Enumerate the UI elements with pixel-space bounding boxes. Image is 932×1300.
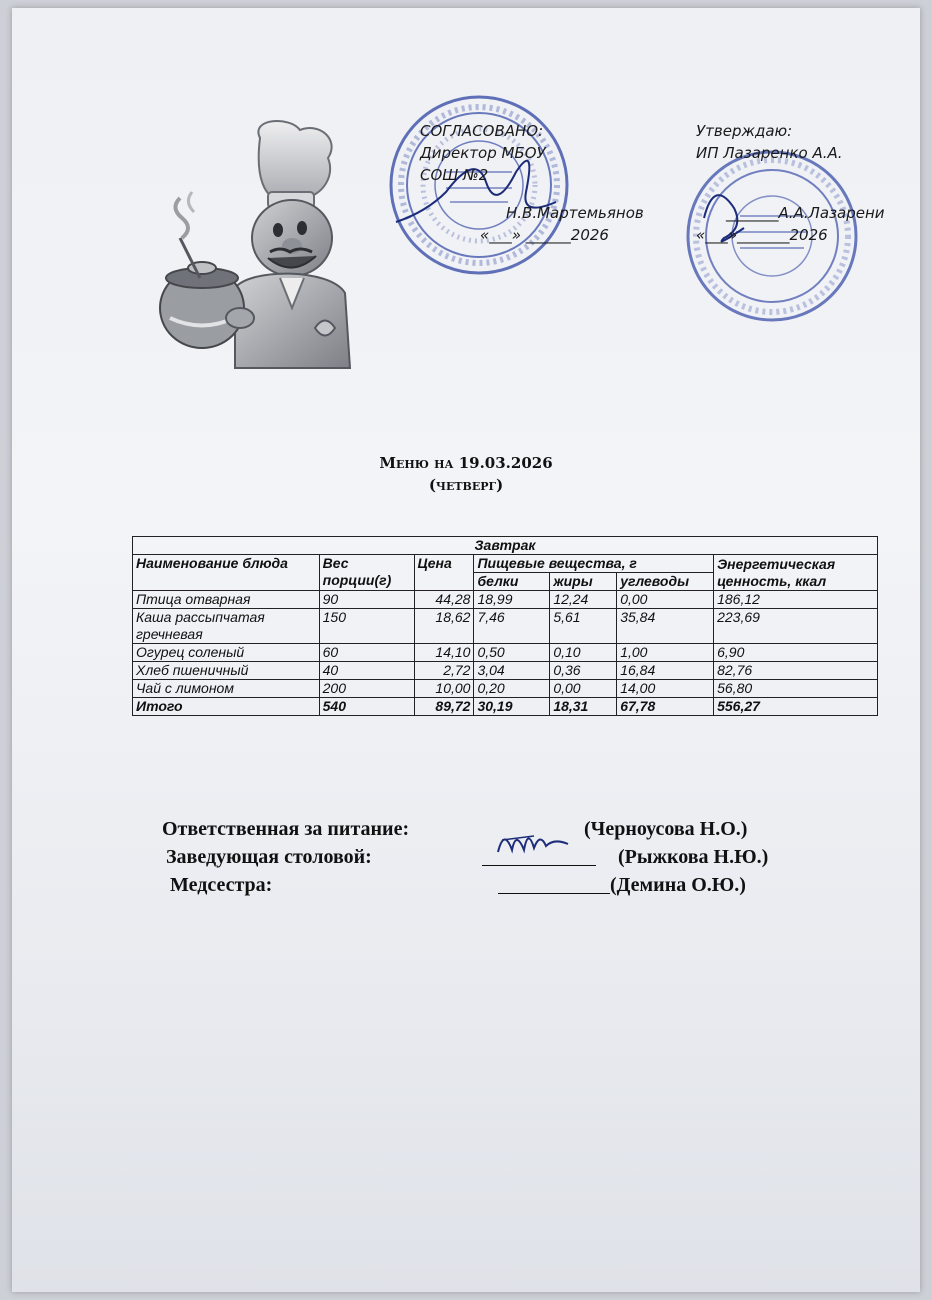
section-title: Завтрак (133, 537, 878, 555)
dish-price: 2,72 (414, 662, 474, 680)
approval-left-date: «___» ______2026 (480, 226, 609, 244)
table-row (133, 662, 878, 680)
approval-block-right (696, 120, 885, 244)
total-fat: 18,31 (550, 698, 617, 716)
col-header-nutrients: Пищевые вещества, г (474, 555, 714, 573)
total-protein: 30,19 (474, 698, 550, 716)
table-row (133, 609, 878, 644)
dish-energy: 223,69 (714, 609, 878, 644)
signature-label: Заведующая столовой: (166, 846, 372, 868)
signature-label: Медсестра: (170, 874, 273, 896)
approval-left-signer: Н.В.Мартемьянов (506, 204, 644, 222)
dish-name: Огурец соленый (133, 644, 320, 662)
dish-price: 10,00 (414, 680, 474, 698)
handwritten-signature (494, 822, 574, 862)
col-header-price: Цена (414, 555, 474, 591)
dish-fat: 0,00 (550, 680, 617, 698)
dish-fat: 0,10 (550, 644, 617, 662)
dish-fat: 5,61 (550, 609, 617, 644)
signature-label: Ответственная за питание: (162, 818, 410, 840)
dish-name: Каша рассыпчатая гречневая (133, 609, 320, 644)
chef-illustration (140, 118, 360, 378)
dish-protein: 0,20 (474, 680, 550, 698)
dish-weight: 90 (319, 591, 414, 609)
total-price: 89,72 (414, 698, 474, 716)
dish-weight: 40 (319, 662, 414, 680)
table-header-row (133, 555, 878, 573)
approval-left-org: СОШ №2 (420, 166, 489, 184)
menu-title: Меню на 19.03.2026 (379, 454, 553, 472)
menu-table (132, 536, 878, 716)
dish-energy: 186,12 (714, 591, 878, 609)
dish-carbs: 35,84 (617, 609, 714, 644)
col-header-fat: жиры (550, 573, 617, 591)
dish-carbs: 1,00 (617, 644, 714, 662)
table-row (133, 644, 878, 662)
col-header-name: Наименование блюда (133, 555, 320, 591)
table-row (133, 591, 878, 609)
dish-price: 44,28 (414, 591, 474, 609)
dish-price: 14,10 (414, 644, 474, 662)
dish-protein: 18,99 (474, 591, 550, 609)
dish-fat: 12,24 (550, 591, 617, 609)
dish-protein: 3,04 (474, 662, 550, 680)
table-row (133, 680, 878, 698)
dish-protein: 7,46 (474, 609, 550, 644)
approval-left-heading: СОГЛАСОВАНО: (420, 122, 544, 140)
col-header-weight: Вес порции(г) (319, 555, 414, 591)
approval-right-org: ИП Лазаренко А.А. (696, 144, 843, 162)
table-section-row (133, 537, 878, 555)
dish-energy: 82,76 (714, 662, 878, 680)
total-carbs: 67,78 (617, 698, 714, 716)
total-label: Итого (133, 698, 320, 716)
signature-name: (Демина О.Ю.) (610, 874, 746, 896)
dish-fat: 0,36 (550, 662, 617, 680)
signature-line (498, 874, 610, 894)
dish-carbs: 0,00 (617, 591, 714, 609)
signature-name: (Черноусова Н.О.) (584, 818, 748, 840)
col-header-carbs: углеводы (617, 573, 714, 591)
dish-name: Птица отварная (133, 591, 320, 609)
dish-energy: 56,80 (714, 680, 878, 698)
menu-weekday: (четверг) (428, 476, 504, 494)
signature-name: (Рыжкова Н.Ю.) (618, 846, 769, 868)
total-weight: 540 (319, 698, 414, 716)
dish-price: 18,62 (414, 609, 474, 644)
approval-right-signer: _______А.А.Лазарени (726, 204, 885, 222)
dish-carbs: 14,00 (617, 680, 714, 698)
approval-left-position: Директор МБОУ (420, 144, 546, 162)
dish-weight: 150 (319, 609, 414, 644)
dish-name: Хлеб пшеничный (133, 662, 320, 680)
dish-protein: 0,50 (474, 644, 550, 662)
table-total-row (133, 698, 878, 716)
dish-weight: 60 (319, 644, 414, 662)
dish-energy: 6,90 (714, 644, 878, 662)
dish-name: Чай с лимоном (133, 680, 320, 698)
approval-right-date: «___»_______2026 (696, 226, 828, 244)
total-energy: 556,27 (714, 698, 878, 716)
dish-weight: 200 (319, 680, 414, 698)
dish-carbs: 16,84 (617, 662, 714, 680)
col-header-energy: Энергетическая ценность, ккал (714, 555, 878, 591)
approval-block-left (420, 120, 644, 244)
approval-right-heading: Утверждаю: (696, 122, 793, 140)
col-header-protein: белки (474, 573, 550, 591)
